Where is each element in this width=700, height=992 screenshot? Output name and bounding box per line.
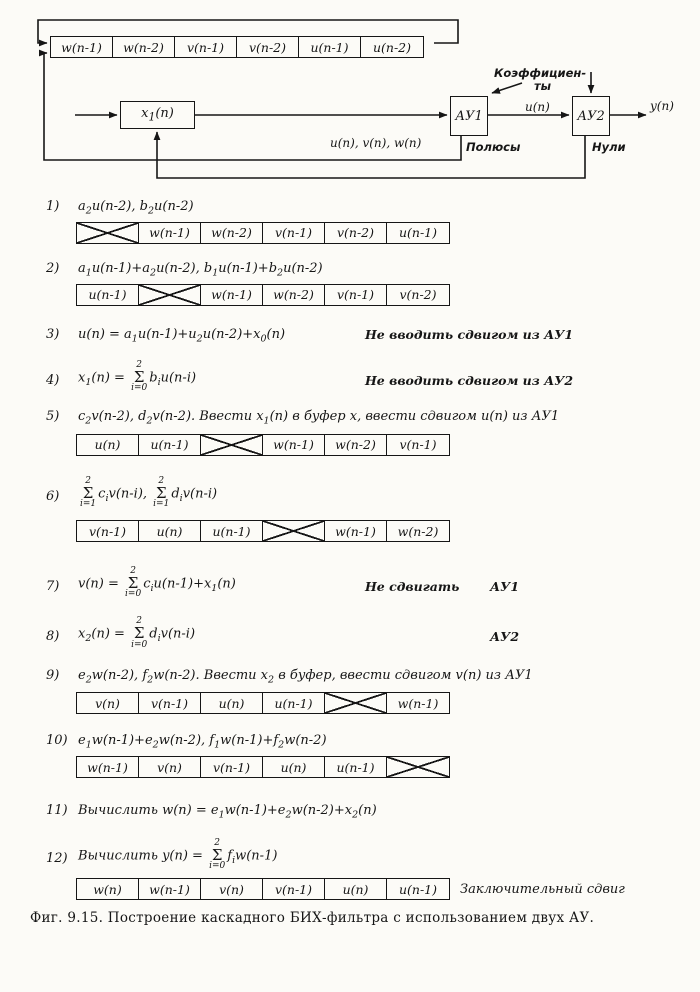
register-cell-crossed [77, 223, 139, 243]
step-8 [20, 618, 700, 650]
register-cell: v(n-2) [399, 287, 437, 303]
step-10 [20, 732, 700, 752]
step-4 [20, 359, 700, 394]
step-formula: Вычислить $w(n) = e_1w(n-1)+e_2w(n-2)+x_2(n)$ [78, 803, 377, 821]
register-cell: v(n) [139, 757, 201, 777]
step-formula: $e_1w(n-1)+e_2w(n-2)$, $f_1w(n-1)+f_2w(n-2)$ [78, 733, 327, 752]
step-1 [20, 198, 700, 218]
register-cell: u(n) [77, 435, 139, 455]
step-number: 3) [46, 326, 60, 342]
shift-register-row [50, 36, 424, 58]
register-cell: w(n-1) [397, 695, 439, 711]
register-cell: u(n-1) [139, 435, 201, 455]
step-9 [20, 667, 700, 687]
register-cell: w(n-2) [263, 285, 325, 305]
register-cell: v(n-1) [175, 37, 237, 57]
register-cell: w(n-2) [201, 223, 263, 243]
summation-sign: 2 Σ i=1 [153, 475, 170, 510]
summation-sign: 2 Σ i=0 [131, 616, 148, 650]
step-number: 1) [46, 199, 60, 214]
summation-sign: 2 Σ i=0 [209, 838, 226, 872]
zeros-label: Нули [592, 140, 626, 154]
register-cell: w(n-1) [51, 37, 113, 57]
register-cell: v(n-1) [325, 285, 387, 305]
register-cell: w(n-1) [139, 223, 201, 243]
register-cell: w(n-1) [139, 879, 201, 899]
step-number: 5) [46, 408, 60, 424]
au2-label: АУ2 [577, 108, 605, 124]
register-cell-crossed [201, 435, 263, 455]
register-cell: w(n-1) [77, 757, 139, 777]
step-number: 2) [46, 260, 60, 276]
final-shift-note: Заключительный сдвиг [460, 881, 625, 897]
output-label: y(n) [650, 99, 674, 113]
step-1-registers [76, 222, 450, 244]
register-cell: u(n-1) [263, 693, 325, 713]
step-formula: $a_2u(n-2)$, $b_2u(n-2)$ [78, 199, 194, 217]
summation-sign: 2 Σ i=1 [80, 475, 97, 510]
step-9-registers [76, 692, 450, 714]
step-7 [20, 568, 700, 600]
x1-buffer-box [120, 101, 195, 129]
step-number: 8) [46, 629, 60, 645]
register-cell: w(n-2) [397, 523, 439, 539]
u-of-n-label: u(n) [525, 100, 550, 114]
au1-box [450, 96, 488, 136]
au1-label: АУ1 [455, 108, 483, 124]
step-note: Не вводить сдвигом из АУ1 [365, 326, 574, 342]
register-cell: u(n-1) [398, 225, 438, 241]
step-formula: $u(n) = a_1u(n-1)+u_2u(n-2)+x_0(n)$ [78, 326, 286, 345]
step-formula: $x_2(n)$ = 2 Σ i=0 $d_iv(n-i)$ [78, 616, 196, 650]
figure-caption: Фиг. 9.15. Построение каскадного БИХ-фильтра с использованием двух АУ. [30, 910, 595, 927]
register-cell: u(n) [325, 879, 387, 899]
register-cell: u(n) [263, 757, 325, 777]
steps-list [20, 198, 700, 926]
register-cell: u(n-1) [398, 881, 438, 897]
au2-box [572, 96, 610, 136]
register-cell: w(n) [77, 879, 139, 899]
register-cell: w(n-1) [263, 435, 325, 455]
step-6-registers [76, 520, 450, 542]
step-formula: $c_2v(n-2)$, $d_2v(n-2)$. Ввести $x_1(n)$ в буфер x, ввести сдвигом u(n) из АУ1 [78, 408, 560, 427]
step-number: 7) [46, 579, 60, 595]
register-cell-crossed [387, 757, 449, 777]
step-unit-note: АУ2 [490, 629, 520, 645]
summation-sign: 2 Σ i=0 [131, 359, 148, 393]
final-row-line [76, 878, 700, 900]
step-number: 12) [46, 851, 68, 867]
register-cell-crossed [139, 285, 201, 305]
register-cell: v(n-1) [77, 521, 139, 541]
register-cell: v(n-2) [237, 37, 299, 57]
register-cell: w(n-2) [325, 435, 387, 455]
register-cell: v(n-1) [201, 757, 263, 777]
block-diagram [20, 12, 680, 196]
step-note: Не сдвигать [365, 579, 460, 595]
register-cell: v(n-1) [399, 437, 437, 453]
step-11 [20, 802, 700, 822]
step-formula: 2 Σ i=1 $c_iv(n-i)$, 2 Σ i=1 $d_iv(n-i)$ [80, 475, 218, 510]
register-cell-crossed [263, 521, 325, 541]
step-number: 10) [46, 733, 68, 749]
x1-buffer-label: $x_1(n)$ [141, 106, 174, 124]
poles-label: Полюсы [466, 140, 521, 154]
step-10-registers [76, 756, 450, 778]
register-cell-crossed [325, 693, 387, 713]
step-note: Не вводить сдвигом из АУ2 [365, 372, 574, 388]
register-cell: u(n-1) [299, 37, 361, 57]
step-6 [20, 475, 700, 510]
step-12 [20, 840, 700, 872]
step-formula: $x_1(n)$ = 2 Σ i=0 $b_iu(n-i)$ [78, 359, 197, 393]
step-unit-note: АУ1 [490, 579, 520, 595]
register-cell: v(n-1) [263, 223, 325, 243]
step-5-registers [76, 434, 450, 456]
step-number: 11) [46, 803, 68, 819]
register-cell: u(n-1) [201, 521, 263, 541]
register-cell: u(n) [139, 521, 201, 541]
register-cell: v(n) [201, 879, 263, 899]
summation-sign: 2 Σ i=0 [125, 566, 142, 600]
au1-inputs-label: u(n), v(n), w(n) [330, 136, 422, 150]
coefficients-label-line2: ты [534, 79, 552, 93]
register-cell: v(n-1) [139, 693, 201, 713]
register-cell: v(n) [77, 693, 139, 713]
step-5 [20, 408, 700, 428]
step-12-registers [76, 878, 450, 900]
register-cell: v(n-2) [325, 223, 387, 243]
step-formula: v(n) = 2 Σ i=0 $c_iu(n-1)+x_1(n)$ [78, 566, 236, 600]
step-3 [20, 326, 700, 346]
step-number: 4) [46, 372, 60, 388]
register-cell: w(n-1) [325, 521, 387, 541]
register-cell: u(n-1) [325, 757, 387, 777]
step-number: 6) [46, 488, 60, 504]
step-formula: Вычислить y(n) = 2 Σ i=0 $f_iw(n-1)$ [78, 838, 278, 872]
step-number: 9) [46, 667, 60, 683]
register-cell: u(n-1) [77, 285, 139, 305]
register-cell: w(n-1) [201, 285, 263, 305]
register-cell: u(n) [201, 693, 263, 713]
step-2-registers [76, 284, 450, 306]
step-2 [20, 260, 700, 280]
step-formula: $e_2w(n-2)$, $f_2w(n-2)$. Ввести $x_2$ в буфер, ввести сдвигом v(n) из АУ1 [78, 667, 533, 686]
register-cell: u(n-2) [372, 39, 412, 55]
step-formula: $a_1u(n-1)+a_2u(n-2)$, $b_1u(n-1)+b_2u(n-2)$ [78, 260, 323, 279]
coefficients-label-line1: Коэффициен- [494, 66, 587, 80]
register-cell: w(n-2) [113, 37, 175, 57]
register-cell: v(n-1) [263, 879, 325, 899]
